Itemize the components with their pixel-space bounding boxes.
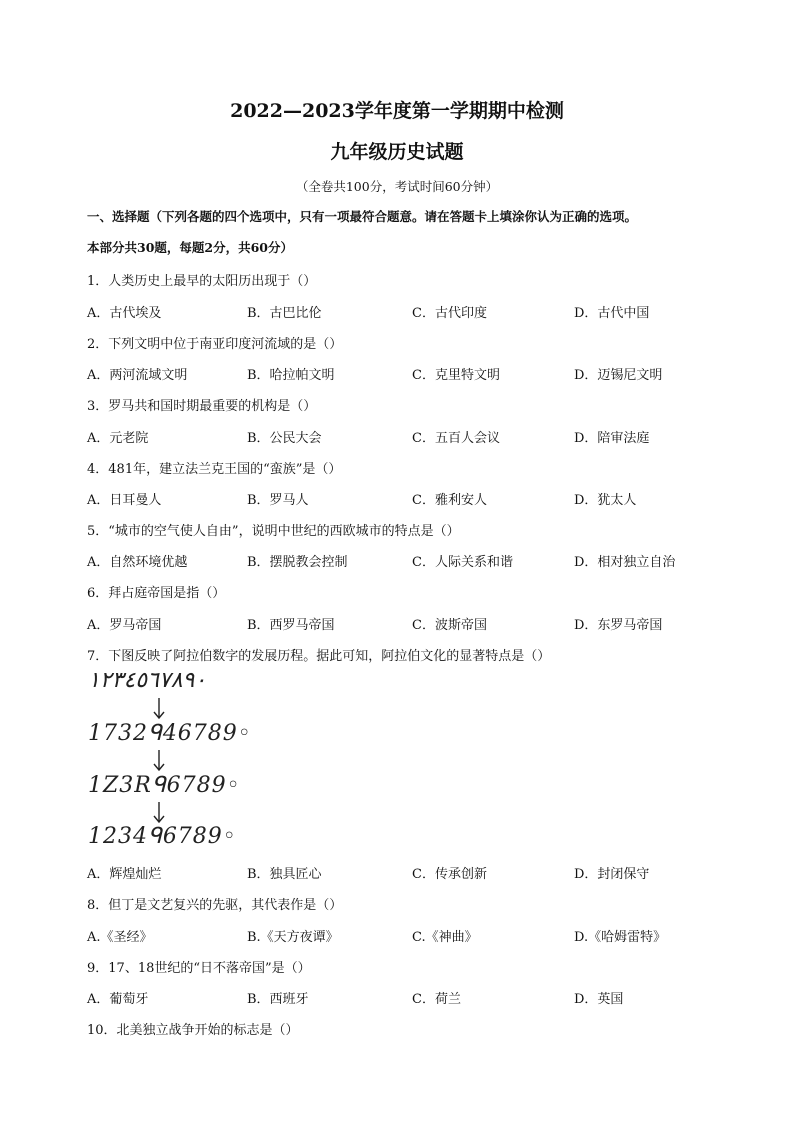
option-b: B．摆脱教会控制 — [247, 555, 348, 570]
option-d: D．相对独立自治 — [574, 555, 676, 570]
question-2: 2．下列文明中位于南亚印度河流域的是（） — [87, 337, 343, 352]
question-1-options — [87, 302, 727, 322]
question-9-options — [87, 988, 727, 1008]
section-subheading: 本部分共30题，每题2分，共60分） — [87, 240, 293, 255]
question-10: 10．北美独立战争开始的标志是（） — [87, 1023, 299, 1038]
question-1: 1．人类历史上最早的太阳历出现于（） — [87, 274, 317, 289]
numeral-row-modern: 1234ᑫ6789◦ — [88, 824, 237, 849]
arrow-down-icon — [152, 698, 166, 720]
option-c: C．人际关系和谐 — [412, 555, 513, 570]
exam-subtitle: 九年级历史试题 — [330, 141, 464, 163]
question-4: 4．481年，建立法兰克王国的“蛮族”是（） — [87, 462, 342, 477]
option-a: A．葡萄牙 — [87, 992, 149, 1007]
question-6-options — [87, 614, 727, 634]
option-a: A．日耳曼人 — [87, 493, 162, 508]
option-b: B.《天方夜谭》 — [247, 930, 339, 945]
option-b: B．西班牙 — [247, 992, 309, 1007]
exam-note: （全卷共100分，考试时间60分钟） — [295, 179, 499, 194]
question-8: 8．但丁是文艺复兴的先驱，其代表作是（） — [87, 898, 343, 913]
option-a: A．自然环境优越 — [87, 555, 188, 570]
option-c: C．克里特文明 — [412, 368, 500, 383]
option-d: D．古代中国 — [574, 306, 650, 321]
option-c: C．雅利安人 — [412, 493, 487, 508]
option-d: D．迈锡尼文明 — [574, 368, 663, 383]
option-c: C．荷兰 — [412, 992, 461, 1007]
question-2-options — [87, 364, 727, 384]
question-5: 5．“城市的空气使人自由”，说明中世纪的西欧城市的特点是（） — [87, 524, 460, 539]
option-b: B．哈拉帕文明 — [247, 368, 335, 383]
option-b: B．西罗马帝国 — [247, 618, 335, 633]
question-3: 3．罗马共和国时期最重要的机构是（） — [87, 399, 317, 414]
option-c: C．波斯帝国 — [412, 618, 487, 633]
option-a: A.《圣经》 — [87, 930, 153, 945]
option-a: A．罗马帝国 — [87, 618, 162, 633]
question-7: 7．下图反映了阿拉伯数字的发展历程。据此可知，阿拉伯文化的显著特点是（） — [87, 649, 551, 664]
numeral-row-arabic: ١٢٣٤٥٦٧٨٩٠ — [88, 668, 207, 693]
numeral-evolution-figure — [88, 668, 258, 853]
question-7-options — [87, 863, 727, 883]
option-d: D.《哈姆雷特》 — [574, 930, 667, 945]
option-d: D．陪审法庭 — [574, 431, 650, 446]
question-4-options — [87, 489, 727, 509]
option-d: D．封闭保守 — [574, 867, 650, 882]
option-d: D．犹太人 — [574, 493, 637, 508]
option-b: B．独具匠心 — [247, 867, 322, 882]
question-6: 6．拜占庭帝国是指（） — [87, 586, 226, 601]
option-a: A．辉煌灿烂 — [87, 867, 162, 882]
option-d: D．英国 — [574, 992, 624, 1007]
option-d: D．东罗马帝国 — [574, 618, 663, 633]
option-a: A．古代埃及 — [87, 306, 162, 321]
question-9: 9．17、18世纪的“日不落帝国”是（） — [87, 961, 311, 976]
option-b: B．古巴比伦 — [247, 306, 322, 321]
question-8-options — [87, 926, 727, 946]
option-c: C．古代印度 — [412, 306, 487, 321]
option-c: C.《神曲》 — [412, 930, 478, 945]
option-a: A．两河流域文明 — [87, 368, 188, 383]
question-5-options — [87, 551, 727, 571]
option-b: B．公民大会 — [247, 431, 322, 446]
numeral-row-medieval: 1732ᑫ46789◦ — [88, 721, 252, 746]
option-b: B．罗马人 — [247, 493, 309, 508]
arrow-down-icon — [152, 802, 166, 824]
numeral-row-renaissance: 1Z3Rᑫ6789◦ — [88, 773, 241, 798]
section-heading: 一、选择题（下列各题的四个选项中，只有一项最符合题意。请在答题卡上填涂你认为正确的选项。 — [87, 209, 638, 224]
exam-title: 2022—2023学年度第一学期期中检测 — [230, 100, 564, 122]
arrow-down-icon — [152, 750, 166, 772]
option-c: C．五百人会议 — [412, 431, 500, 446]
option-c: C．传承创新 — [412, 867, 487, 882]
option-a: A．元老院 — [87, 431, 149, 446]
question-3-options — [87, 427, 727, 447]
